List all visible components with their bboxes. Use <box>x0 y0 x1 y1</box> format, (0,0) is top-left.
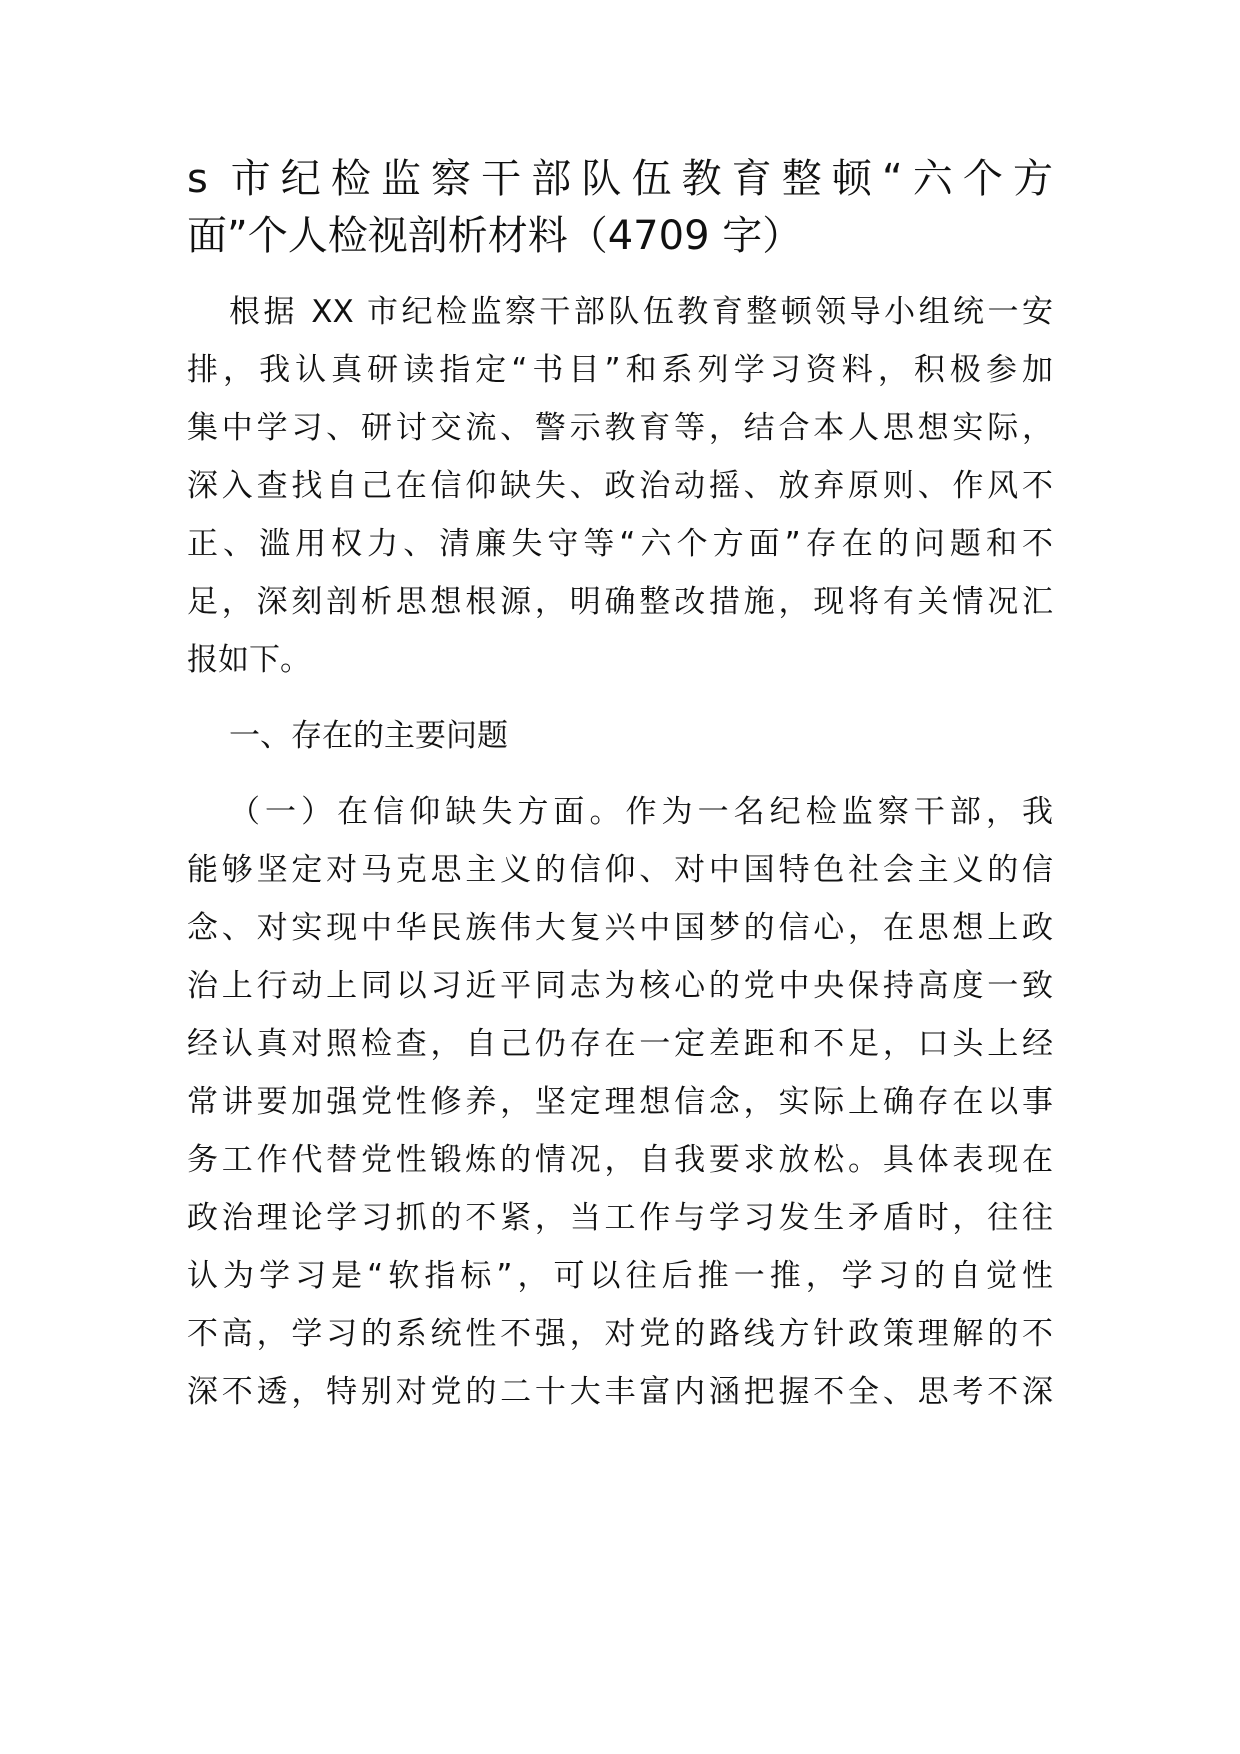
text-line: 政治理论学习抓的不紧，当工作与学习发生矛盾时，往往 <box>187 1200 1053 1236</box>
text-line: 深不透，特别对党的二十大丰富内涵把握不全、思考不深 <box>187 1374 1053 1410</box>
text-line: 能够坚定对马克思主义的信仰、对中国特色社会主义的信 <box>187 852 1053 888</box>
text-line: 不高，学习的系统性不强，对党的路线方针政策理解的不 <box>187 1316 1053 1352</box>
section-heading <box>187 707 1053 765</box>
title-line: 面”个人检视剖析材料（4709 字） <box>187 213 803 259</box>
title-line: s 市纪检监察干部队伍教育整顿“六个方 <box>187 156 1053 202</box>
text-line: 根据 XX 市纪检监察干部队伍教育整顿领导小组统一安 <box>229 294 1053 330</box>
text-line: 常讲要加强党性修养，坚定理想信念，实际上确存在以事 <box>187 1084 1053 1120</box>
paragraph-faith <box>187 783 1053 1421</box>
text-line: 念、对实现中华民族伟大复兴中国梦的信心，在思想上政 <box>187 910 1053 946</box>
text-line: 务工作代替党性锻炼的情况，自我要求放松。具体表现在 <box>187 1142 1053 1178</box>
text-line: （一）在信仰缺失方面。作为一名纪检监察干部，我 <box>229 794 1053 830</box>
text-line: 认为学习是“软指标”，可以往后推一推，学习的自觉性 <box>187 1258 1053 1294</box>
heading-text: 一、存在的主要问题 <box>229 718 508 754</box>
text-line: 排，我认真研读指定“书目”和系列学习资料，积极参加 <box>187 352 1053 388</box>
document-title <box>187 151 1053 265</box>
text-line: 集中学习、研讨交流、警示教育等，结合本人思想实际， <box>187 410 1053 446</box>
text-line: 深入查找自己在信仰缺失、政治动摇、放弃原则、作风不 <box>187 468 1053 504</box>
text-line: 正、滥用权力、清廉失守等“六个方面”存在的问题和不 <box>187 526 1053 562</box>
paragraph-intro <box>187 283 1053 689</box>
text-line: 报如下。 <box>187 642 311 678</box>
text-line: 经认真对照检查，自己仍存在一定差距和不足，口头上经 <box>187 1026 1053 1062</box>
text-line: 足，深刻剖析思想根源，明确整改措施，现将有关情况汇 <box>187 584 1053 620</box>
text-line: 治上行动上同以习近平同志为核心的党中央保持高度一致 <box>187 968 1053 1004</box>
